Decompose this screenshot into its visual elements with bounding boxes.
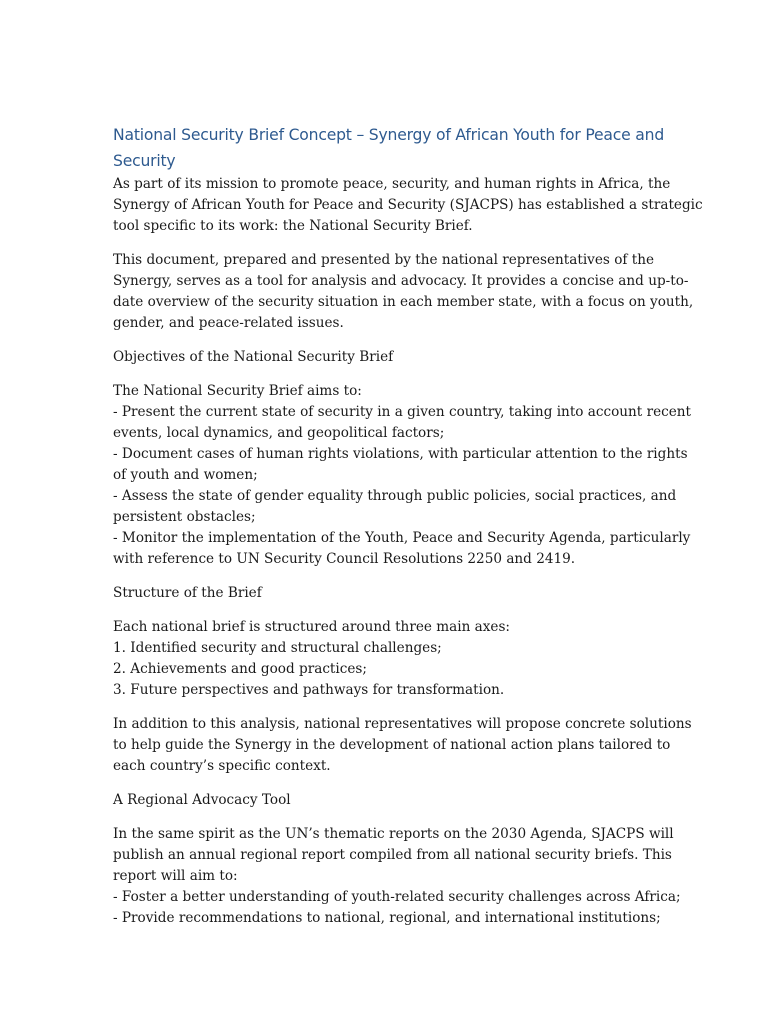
text-line: The National Security Brief aims to:	[113, 383, 362, 399]
text-line: with reference to UN Security Council Resolutions 2250 and 2419.	[113, 551, 576, 567]
text-line: Objectives of the National Security Brief	[113, 349, 394, 365]
text-line: In addition to this analysis, national representatives will propose concrete solutions	[113, 716, 692, 732]
text-line: persistent obstacles;	[113, 509, 256, 525]
text-line: of youth and women;	[113, 467, 258, 483]
structure-list	[113, 617, 658, 701]
regional-report-paragraph	[113, 824, 681, 929]
list-item: - Document cases of human rights violations, with particular attention to the rights	[113, 446, 688, 462]
title-line: National Security Brief Concept – Synergy of African Youth for Peace and	[113, 126, 665, 144]
text-line: As part of its mission to promote peace, security, and human rights in Africa, the	[113, 176, 671, 192]
list-item: - Provide recommendations to national, regional, and international institutions;	[113, 910, 661, 926]
document-description-paragraph	[113, 250, 694, 334]
list-item: - Assess the state of gender equality through public policies, social practices, and	[113, 488, 677, 504]
text-line: Each national brief is structured around three main axes:	[113, 619, 511, 635]
text-line: publish an annual regional report compiled from all national security briefs. This	[113, 847, 672, 863]
text-line: This document, prepared and presented by the national representatives of the	[113, 252, 654, 268]
intro-paragraph	[113, 174, 703, 237]
list-item: - Foster a better understanding of youth-related security challenges across Africa;	[113, 889, 681, 905]
advocacy-heading	[113, 790, 658, 811]
text-line: gender, and peace-related issues.	[113, 315, 344, 331]
list-item: - Present the current state of security in a given country, taking into account recent	[113, 404, 692, 420]
document-title	[113, 122, 665, 174]
objectives-list	[113, 381, 692, 570]
list-item: - Monitor the implementation of the Youth, Peace and Security Agenda, particularly	[113, 530, 691, 546]
text-line: Synergy of African Youth for Peace and Security (SJACPS) has established a strategic	[113, 197, 703, 213]
text-line: tool specific to its work: the National Security Brief.	[113, 218, 473, 234]
title-line: Security	[113, 152, 176, 170]
solutions-paragraph	[113, 714, 692, 777]
text-line: date overview of the security situation in each member state, with a focus on youth,	[113, 294, 694, 310]
objectives-heading	[113, 347, 658, 368]
text-line: A Regional Advocacy Tool	[113, 792, 291, 808]
text-line: report will aim to:	[113, 868, 238, 884]
text-line: Synergy, serves as a tool for analysis and advocacy. It provides a concise and up-to-	[113, 273, 689, 289]
text-line: events, local dynamics, and geopolitical factors;	[113, 425, 445, 441]
text-line: each country’s specific context.	[113, 758, 331, 774]
structure-heading	[113, 583, 658, 604]
text-line: In the same spirit as the UN’s thematic reports on the 2030 Agenda, SJACPS will	[113, 826, 674, 842]
text-line: to help guide the Synergy in the development of national action plans tailored to	[113, 737, 671, 753]
list-item: 2. Achievements and good practices;	[113, 661, 367, 677]
text-line: Structure of the Brief	[113, 585, 262, 601]
list-item: 1. Identified security and structural challenges;	[113, 640, 442, 656]
list-item: 3. Future perspectives and pathways for transformation.	[113, 682, 505, 698]
document-page	[113, 122, 703, 942]
